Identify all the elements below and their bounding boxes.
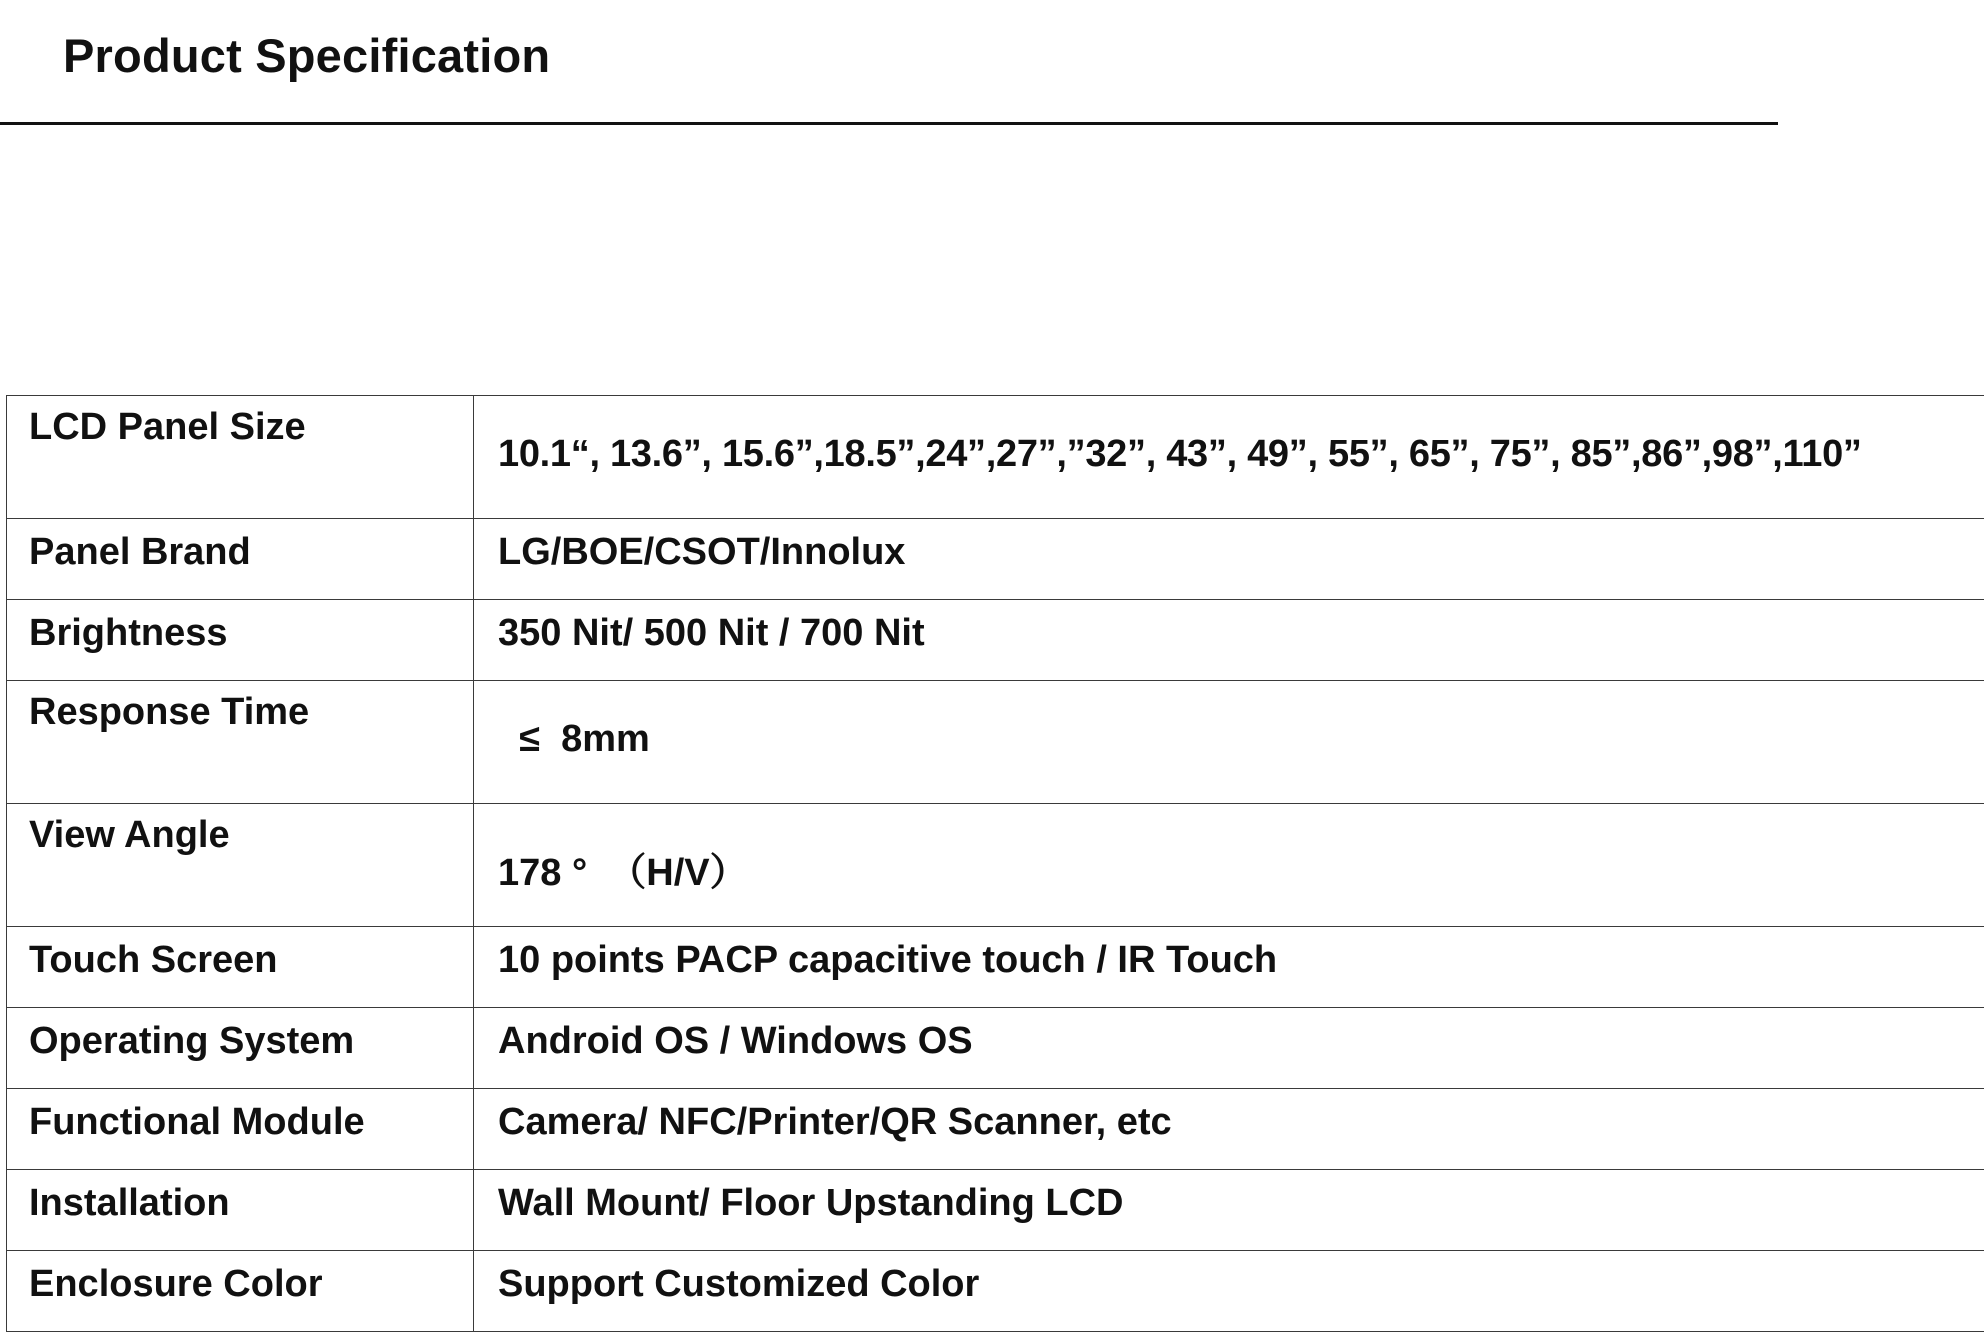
spec-value-cell xyxy=(474,927,1984,1008)
spec-label: Operating System xyxy=(29,1008,473,1063)
spec-label-cell xyxy=(7,1008,474,1089)
table-row xyxy=(7,804,1984,927)
spec-label: LCD Panel Size xyxy=(29,396,473,449)
spec-label-cell xyxy=(7,600,474,681)
spec-label-cell xyxy=(7,927,474,1008)
spec-label: Enclosure Color xyxy=(29,1251,473,1306)
spec-label: View Angle xyxy=(29,804,473,857)
spec-value: Support Customized Color xyxy=(498,1251,1984,1306)
page-title: Product Specification xyxy=(63,28,550,83)
spec-label: Touch Screen xyxy=(29,927,473,982)
table-row xyxy=(7,1170,1984,1251)
spec-value: Wall Mount/ Floor Upstanding LCD xyxy=(498,1170,1984,1225)
spec-value-cell xyxy=(474,1251,1984,1332)
spec-value-cell xyxy=(474,804,1984,927)
spec-label-cell xyxy=(7,1251,474,1332)
table-row xyxy=(7,927,1984,1008)
spec-value-cell xyxy=(474,396,1984,519)
spec-value-cell xyxy=(474,1089,1984,1170)
spec-label-cell xyxy=(7,396,474,519)
spec-label-cell xyxy=(7,804,474,927)
spec-value-cell xyxy=(474,519,1984,600)
table-row xyxy=(7,1089,1984,1170)
spec-label: Response Time xyxy=(29,681,473,734)
spec-value: 10.1“, 13.6”, 15.6”,18.5”,24”,27”,”32”, 43”, 49”, 55”, 65”, 75”, 85”,86”,98”,110” xyxy=(498,396,1984,476)
spec-label: Brightness xyxy=(29,600,473,655)
table-row xyxy=(7,1008,1984,1089)
table-row xyxy=(7,396,1984,519)
spec-value: 350 Nit/ 500 Nit / 700 Nit xyxy=(498,600,1984,655)
spec-value-cell xyxy=(474,1008,1984,1089)
spec-label-cell xyxy=(7,1170,474,1251)
spec-value-cell xyxy=(474,600,1984,681)
table-row xyxy=(7,600,1984,681)
spec-label-cell xyxy=(7,1089,474,1170)
spec-value: LG/BOE/CSOT/Innolux xyxy=(498,519,1984,574)
spec-label: Functional Module xyxy=(29,1089,473,1144)
table-row xyxy=(7,519,1984,600)
spec-value: 10 points PACP capacitive touch / IR Touch xyxy=(498,927,1984,982)
spec-value: Android OS / Windows OS xyxy=(498,1008,1984,1063)
spec-value-cell xyxy=(474,681,1984,804)
spec-value: Camera/ NFC/Printer/QR Scanner, etc xyxy=(498,1089,1984,1144)
spec-value: 178 ° （H/V） xyxy=(498,804,1984,896)
spec-label: Panel Brand xyxy=(29,519,473,574)
spec-label: Installation xyxy=(29,1170,473,1225)
spec-value-cell xyxy=(474,1170,1984,1251)
spec-table xyxy=(6,395,1984,1332)
title-divider xyxy=(0,122,1778,125)
spec-value: ≤ 8mm xyxy=(498,681,1984,761)
spec-label-cell xyxy=(7,681,474,804)
spec-label-cell xyxy=(7,519,474,600)
table-row xyxy=(7,1251,1984,1332)
table-row xyxy=(7,681,1984,804)
